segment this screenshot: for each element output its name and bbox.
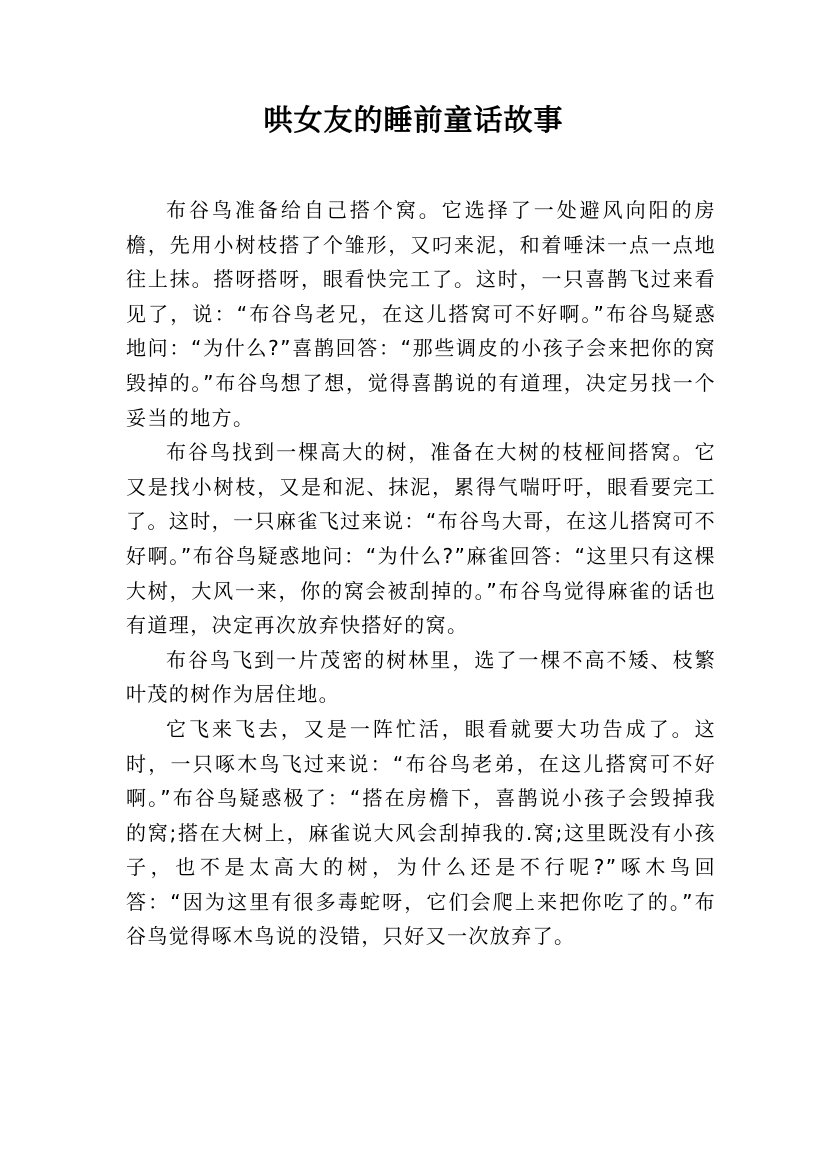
document-body — [126, 193, 716, 954]
paragraph-1: 布谷鸟准备给自己搭个窝。它选择了一处避风向阳的房檐，先用小树枝搭了个雏形，又叼来泥，和着唾沫一点一点地往上抹。搭呀搭呀，眼看快完工了。这时，一只喜鹊飞过来看见了，说：“布谷鸟老兄，在这儿搭窝可不好啊。”布谷鸟疑惑地问：“为什么?”喜鹊回答：“那些调皮的小孩子会来把你的窝毁掉的。”布谷鸟想了想，觉得喜鹊说的有道理，决定另找一个妥当的地方。 — [126, 198, 716, 430]
paragraph-2: 布谷鸟找到一棵高大的树，准备在大树的枝桠间搭窝。它又是找小树枝，又是和泥、抹泥，累得气喘吁吁，眼看要完工了。这时，一只麻雀飞过来说：“布谷鸟大哥，在这儿搭窝可不好啊。”布谷鸟疑惑地问：“为什么?”麻雀回答：“这里只有这棵大树，大风一来，你的窝会被刮掉的。”布谷鸟觉得麻雀的话也有道理，决定再次放弃快搭好的窝。 — [126, 440, 716, 638]
document-title: 哄女友的睡前童话故事 — [263, 103, 564, 137]
paragraph-3: 布谷鸟飞到一片茂密的树林里，选了一棵不高不矮、枝繁叶茂的树作为居住地。 — [126, 647, 716, 707]
paragraph-4: 它飞来飞去，又是一阵忙活，眼看就要大功告成了。这时，一只啄木鸟飞过来说：“布谷鸟老弟，在这儿搭窝可不好啊。”布谷鸟疑惑极了：“搭在房檐下，喜鹊说小孩子会毁掉我的窝;搭在大树上，麻雀说大风会刮掉我的.窝;这里既没有小孩子，也不是太高大的树，为什么还是不行呢?”啄木鸟回答：“因为这里有很多毒蛇呀，它们会爬上来把你吃了的。”布谷鸟觉得啄木鸟说的没错，只好又一次放弃了。 — [126, 716, 716, 949]
